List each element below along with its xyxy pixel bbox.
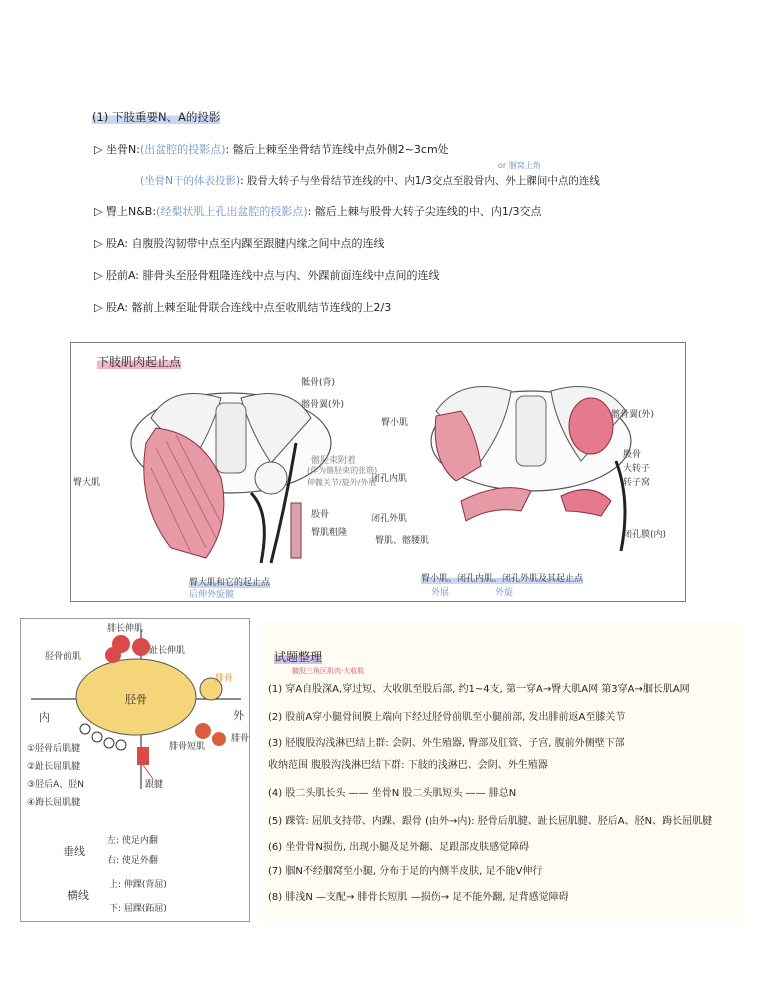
label: 髂骨翼(外) xyxy=(301,400,345,410)
label: 上: 伸踝(背屈) xyxy=(109,880,167,890)
label: 胫骨 xyxy=(125,693,147,706)
label: 横线 xyxy=(67,889,89,902)
legend-item: ④踇长屈肌腱 xyxy=(27,798,81,808)
exam-item: (1) 穿A自股深A,穿过短、大收肌至股后部, 约1~4支, 第一穿A→臀大肌A网 第3穿A→腘长肌A网 xyxy=(268,684,690,695)
label: 臀小肌 xyxy=(381,418,409,428)
caption: 臀大肌和它的起止点 xyxy=(189,578,271,588)
label: 骶骨(背) xyxy=(301,378,336,388)
label: 股骨 xyxy=(623,450,642,460)
exam-title: 试题整理 xyxy=(274,650,323,664)
caption-sub: 外展 xyxy=(431,588,450,598)
exam-item: (2) 股前A穿小腿骨间膜上端向下经过胫骨前肌至小腿前部, 发出腓前返A至膝关节 xyxy=(268,712,626,723)
label: 闭孔外肌 xyxy=(371,514,408,524)
exam-item: 收纳范围 腹股沟浅淋巴结下群: 下肢的浅淋巴、会阴、外生殖器 xyxy=(268,760,548,771)
label: 外 xyxy=(233,709,244,722)
note-item: ▷ 胫前A: 腓骨头至胫骨粗隆连线中点与内、外踝前面连线中点间的连线 xyxy=(94,269,440,282)
caption: 臀小肌、闭孔内肌、闭孔外肌及其起止点 xyxy=(421,574,584,584)
note-item: (坐骨N干的体表投影): 股骨大转子与坐骨结节连线的中、内1/3交点至股骨内、外上髁间中点的连线 xyxy=(140,175,600,187)
gluteus-minimus-figure xyxy=(421,371,641,571)
exam-notes xyxy=(262,622,742,922)
label: 闭孔内肌 xyxy=(371,474,408,484)
label: 腓长伸肌 xyxy=(107,624,144,634)
label: 腓骨 xyxy=(215,674,234,684)
label: 转子窝 xyxy=(623,478,651,488)
label: 胫骨前肌 xyxy=(45,652,82,662)
handnote: 伸髋关节/旋外/外展 xyxy=(307,478,377,487)
exam-item: (7) 腘N不经腘窝至小腿, 分布于足的内侧半皮肤, 足不能V伸行 xyxy=(268,866,543,877)
legend-item: ③胫后A、胫N xyxy=(27,780,84,790)
label: 闭孔膜(内) xyxy=(623,530,667,540)
legend-item: ①胫骨后肌腱 xyxy=(27,744,81,754)
label: 髂胫束附着 xyxy=(311,456,357,466)
label: 腓骨短肌 xyxy=(169,742,206,752)
ankle-diagram-panel xyxy=(20,618,250,922)
muscle-panel xyxy=(70,342,686,602)
exam-item: (4) 股二头肌长头 —— 坐骨N 股二头肌短头 —— 腓总N xyxy=(268,788,517,799)
label: 腓骨 xyxy=(231,734,250,744)
panel-title: 下肢肌肉起止点 xyxy=(97,355,182,369)
exam-item: (8) 腓浅N —支配→ 腓骨长短肌 —损伤→ 足不能外翻, 足背感觉障碍 xyxy=(268,892,569,903)
exam-item: (3) 胫腹股沟浅淋巴结上群: 会阴、外生殖器, 臀部及肛管、子宫, 腹前外侧壁下部 xyxy=(268,738,625,749)
handnote: 臀肌、髂腰肌 xyxy=(375,536,430,546)
ankle-cross-section xyxy=(21,619,249,799)
legend-item: ②趾长屈肌腱 xyxy=(27,762,81,772)
notes-title: (1) 下肢重要N、A的投影 xyxy=(92,110,221,124)
label: 股骨 xyxy=(311,510,330,520)
label: 臀肌粗隆 xyxy=(311,528,348,538)
label: 跟腱 xyxy=(145,780,164,790)
label: 趾长伸肌 xyxy=(149,646,186,656)
caption-sub: 外旋 xyxy=(495,588,514,598)
annotation: or 腘窝上角 xyxy=(498,161,541,170)
exam-item: (6) 坐骨骨N损伤, 出现小腿及足外翻、足跟部皮肤感觉障碍 xyxy=(268,842,530,853)
exam-subtitle: 髋股三角区肌肉·大收肌 xyxy=(292,667,365,675)
note-item: ▷ 臀上N&B:(经梨状肌上孔出盆腔的投影点): 髂后上棘与股骨大转子尖连线的中、内1/3交点 xyxy=(94,205,542,218)
label: 内 xyxy=(39,711,50,724)
label: 臀大肌 xyxy=(73,478,101,488)
label: 左: 使足内翻 xyxy=(107,836,158,846)
exam-item: (5) 踝管: 屈肌支持带、内踝、跟骨 (由外→内): 胫骨后肌腱、趾长屈肌腱、胫后A、胫N、踇长屈肌腱 xyxy=(268,816,713,827)
label: 大转子 xyxy=(623,464,651,474)
note-item: ▷ 股A: 髂前上棘至耻骨联合连线中点至收肌结节连线的上2/3 xyxy=(94,301,392,314)
label: (作为髂胫束的张筋) xyxy=(307,466,378,475)
label: 右: 使足外翻 xyxy=(107,856,158,866)
caption-sub: 后伸外旋髋 xyxy=(189,590,235,600)
label: 髂骨翼(外) xyxy=(611,410,655,420)
note-item: ▷ 坐骨N:(出盆腔的投影点): 髂后上棘至坐骨结节连线中点外侧2~3cm处 xyxy=(94,143,449,156)
label: 垂线 xyxy=(63,845,85,858)
note-item: ▷ 股A: 自腹股沟韧带中点至内踝至跟腱内缘之间中点的连线 xyxy=(94,237,385,250)
label: 下: 屈踝(跖屈) xyxy=(109,904,167,914)
